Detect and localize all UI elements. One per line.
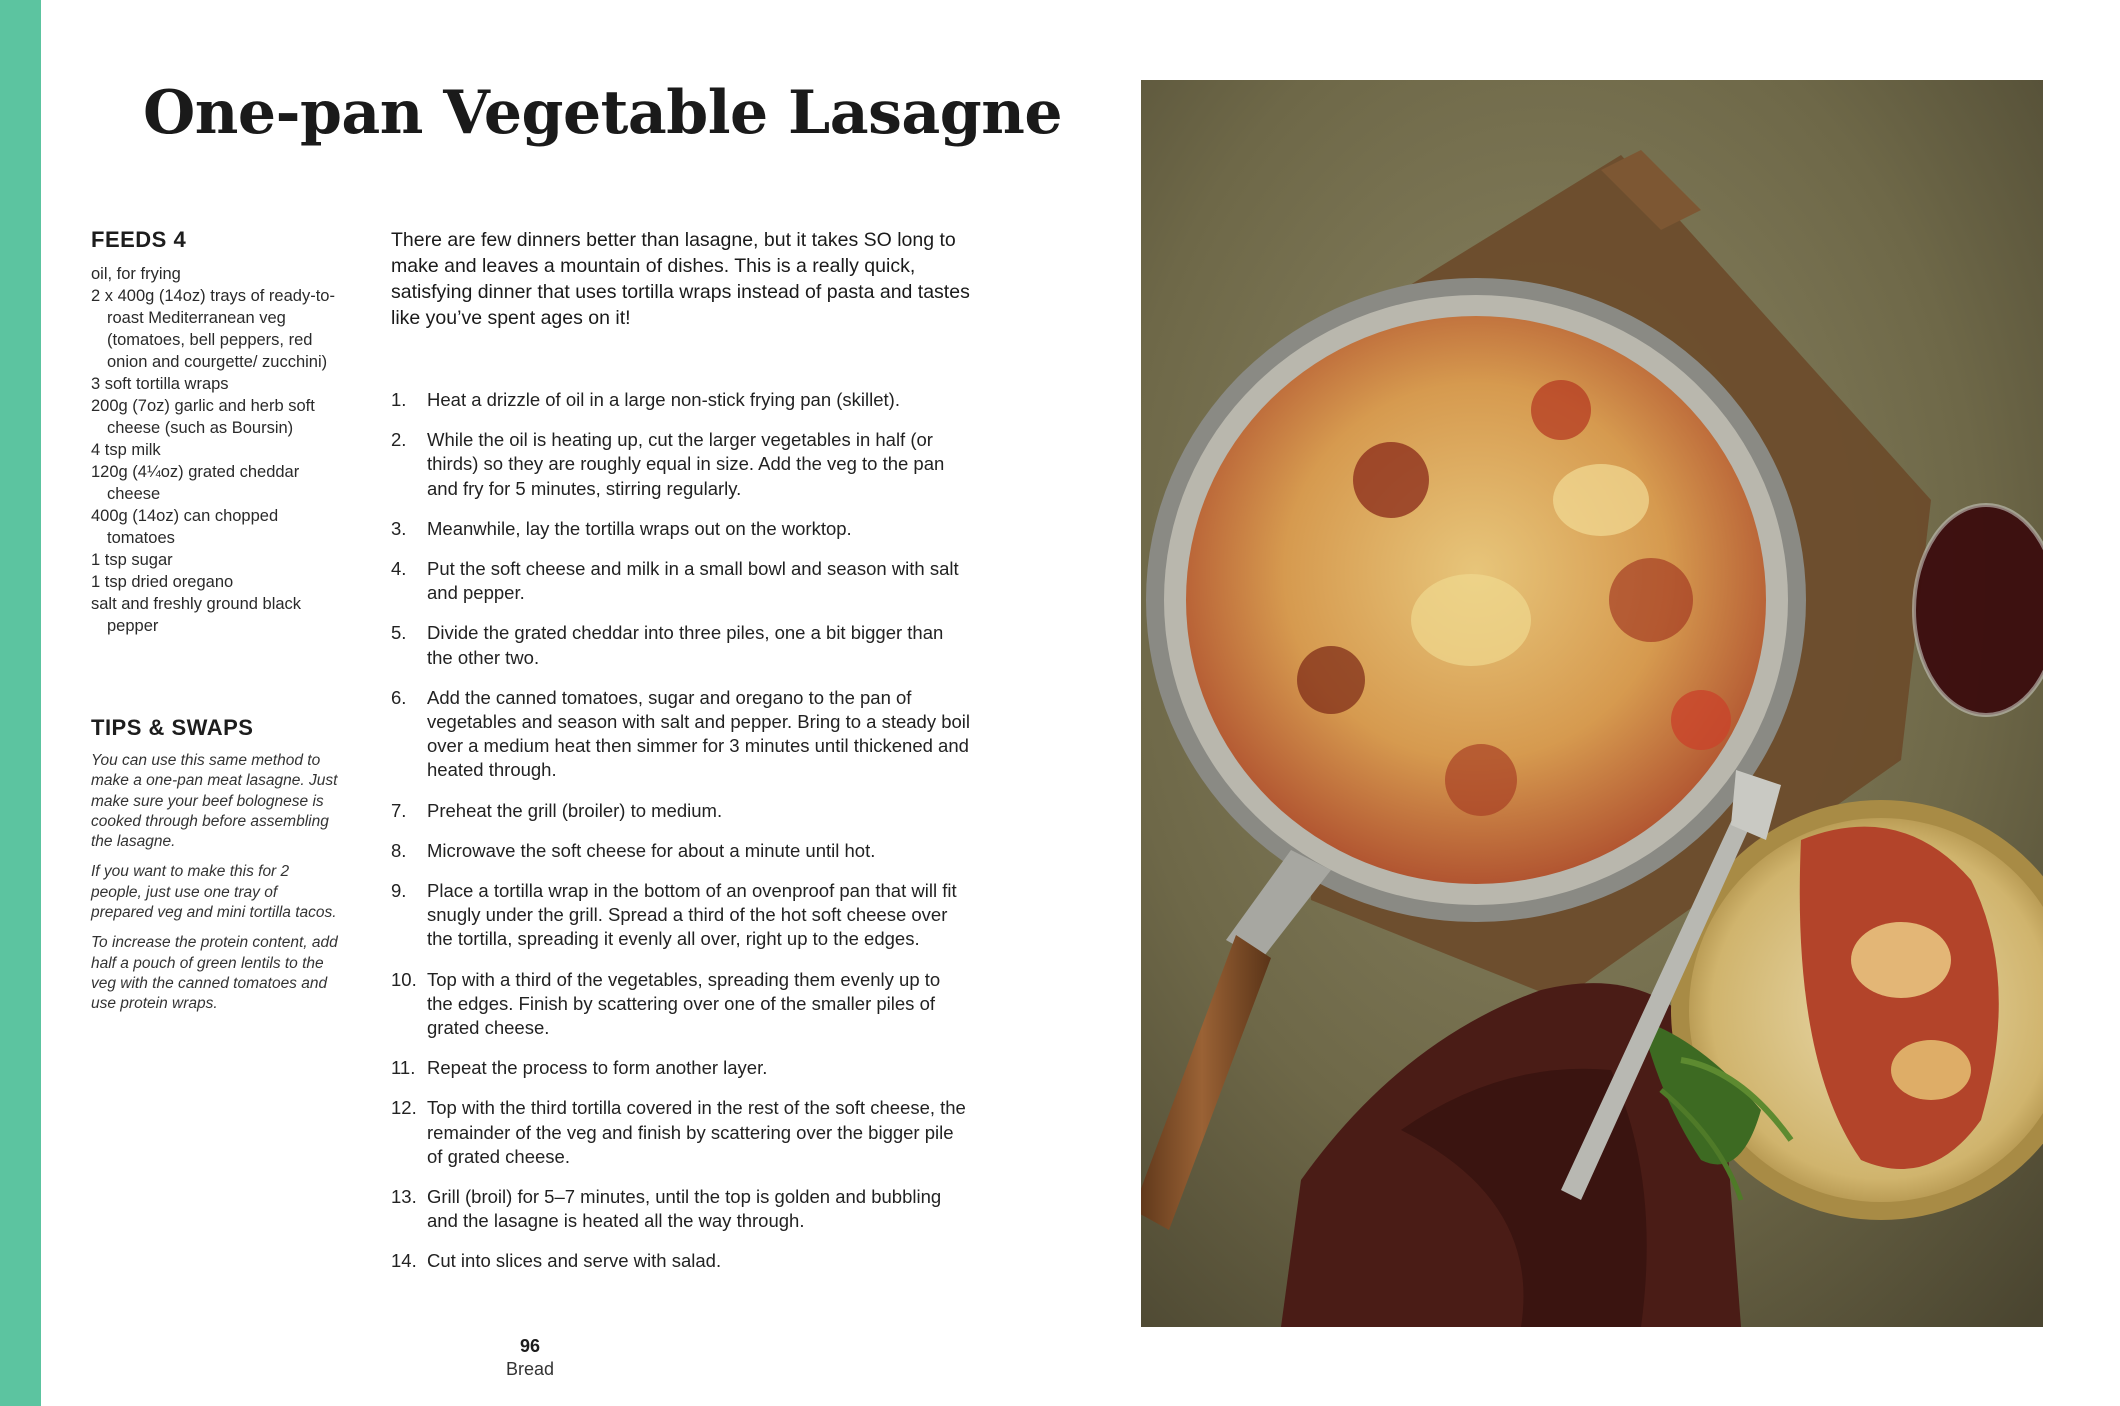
step-text: Place a tortilla wrap in the bottom of an ovenproof pan that will fit snugly under the grill. Spread a third of the hot soft cheese over the tortilla, spreading it evenly all over, right up to the edges.: [427, 880, 957, 950]
ingredient-item: 3 soft tortilla wraps: [91, 375, 229, 393]
step-number: 10.: [391, 968, 417, 990]
step-number: 5.: [391, 622, 407, 644]
method-step: [391, 517, 971, 541]
wine-glass: [1914, 505, 2043, 715]
tip-text: To increase the protein content, add half a pouch of green lentils to the veg with the canned tomatoes and use protein wraps.: [91, 934, 338, 1013]
ingredient-item: oil, for frying: [91, 265, 181, 283]
ingredient-item: 1 tsp dried oregano: [91, 573, 234, 591]
ingredient-item: 1 tsp sugar: [91, 551, 173, 569]
step-text: Top with a third of the vegetables, spreading them evenly up to the edges. Finish by scattering over one of the smaller piles of grated cheese.: [427, 968, 941, 1039]
ingredient-item: 200g (7oz) garlic and herb soft cheese (such as Boursin): [91, 397, 315, 437]
method-column: [391, 227, 971, 1290]
method-step: [391, 1056, 971, 1080]
step-number: 1.: [391, 389, 407, 410]
ingredient-item: 400g (14oz) can chopped tomatoes: [91, 507, 279, 547]
accent-bar: [0, 0, 41, 1406]
step-text: Divide the grated cheddar into three piles, one a bit bigger than the other two.: [427, 622, 944, 668]
step-number: 13.: [391, 1186, 417, 1208]
section-name: Bread: [505, 1359, 555, 1379]
method-step: [391, 1249, 971, 1273]
step-number: 14.: [391, 1250, 417, 1272]
method-step: [391, 839, 971, 863]
tip-text: If you want to make this for 2 people, just use one tray of prepared veg and mini tortilla tacos.: [91, 863, 337, 922]
step-text: Repeat the process to form another layer.: [427, 1057, 768, 1079]
method-step: [391, 879, 971, 952]
method-steps: [391, 388, 971, 1274]
step-text: Meanwhile, lay the tortilla wraps out on the worktop.: [427, 517, 852, 539]
method-step: [391, 686, 971, 783]
recipe-title: One-pan Vegetable Lasagne: [143, 78, 1063, 148]
step-number: 3.: [391, 517, 407, 539]
serves-heading: FEEDS 4: [91, 227, 187, 252]
step-text: Grill (broil) for 5–7 minutes, until the top is golden and bubbling and the lasagne is heated all the way through.: [427, 1186, 942, 1232]
ingredient-item: 4 tsp milk: [91, 441, 161, 459]
step-text: Put the soft cheese and milk in a small bowl and season with salt and pepper.: [427, 558, 959, 604]
step-number: 2.: [391, 429, 407, 451]
method-step: [391, 968, 971, 1041]
recipe-photo: [1141, 80, 2043, 1327]
method-step: [391, 428, 971, 501]
ingredient-item: salt and freshly ground black pepper: [91, 595, 302, 635]
step-text: Add the canned tomatoes, sugar and oregano to the pan of vegetables and season with salt and pepper. Bring to a steady boil over a medium heat then simmer for 3 minutes until thickened and heated through.: [427, 686, 971, 781]
step-number: 8.: [391, 839, 407, 861]
method-step: [391, 1185, 971, 1233]
tip-text: You can use this same method to make a one-pan meat lasagne. Just make sure your beef bolognese is cooked through before assembling the lasagne.: [91, 752, 338, 851]
step-number: 6.: [391, 686, 407, 708]
step-text: Heat a drizzle of oil in a large non-stick frying pan (skillet).: [427, 389, 900, 410]
step-number: 11.: [391, 1057, 416, 1079]
page-footer: [500, 1335, 560, 1381]
step-number: 4.: [391, 558, 407, 580]
sidebar: [91, 227, 341, 1025]
tips-heading: TIPS & SWAPS: [91, 715, 254, 740]
ingredient-item: 120g (4¼oz) grated cheddar cheese: [91, 463, 300, 503]
step-number: 9.: [391, 880, 407, 902]
method-step: [391, 621, 971, 669]
step-number: 7.: [391, 799, 407, 821]
step-text: Preheat the grill (broiler) to medium.: [427, 799, 723, 821]
method-step: [391, 1096, 971, 1169]
method-step: [391, 557, 971, 605]
step-number: 12.: [391, 1097, 417, 1119]
step-text: Cut into slices and serve with salad.: [427, 1250, 722, 1272]
step-text: Top with the third tortilla covered in the rest of the soft cheese, the remainder of the veg and finish by scattering over the bigger pile of grated cheese.: [427, 1097, 966, 1167]
pan: [1146, 278, 1806, 922]
page-number: 96: [519, 1336, 541, 1356]
step-text: Microwave the soft cheese for about a minute until hot.: [427, 839, 876, 861]
step-text: While the oil is heating up, cut the larger vegetables in half (or thirds) so they are roughly equal in size. Add the veg to the pan and fry for 5 minutes, stirring regularly.: [427, 429, 945, 499]
method-step: [391, 388, 971, 412]
ingredient-item: 2 x 400g (14oz) trays of ready-to-roast Mediterranean veg (tomatoes, bell peppers, red onion and courgette/ zucchini): [91, 287, 335, 371]
method-step: [391, 799, 971, 823]
ingredient-list: [91, 263, 341, 637]
intro-text: There are few dinners better than lasagne, but it takes SO long to make and leaves a mountain of dishes. This is a really quick, satisfying dinner that uses tortilla wraps instead of pasta and tastes like you’ve spent ages on it!: [391, 229, 970, 329]
